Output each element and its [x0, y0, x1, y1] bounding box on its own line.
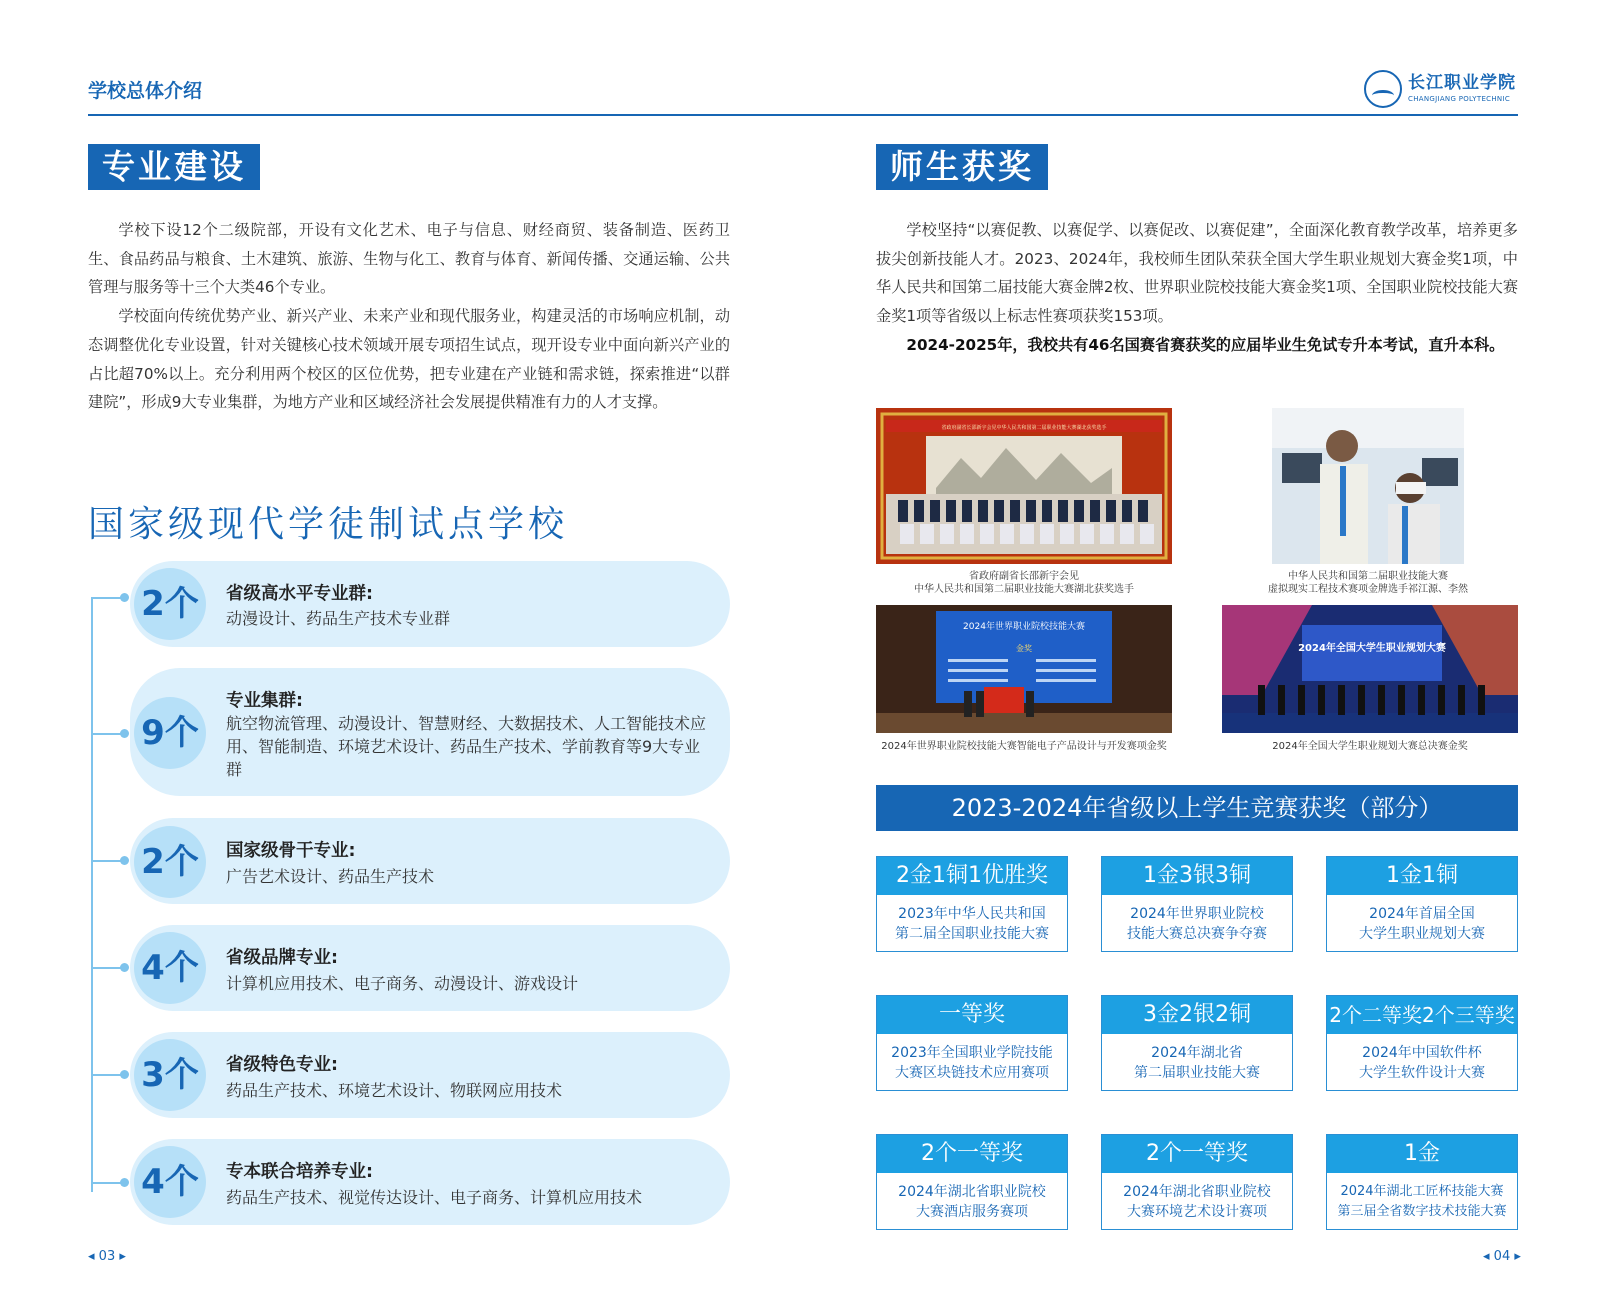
- award-event: 2024年世界职业院校 技能大赛总决赛争夺赛: [1127, 906, 1267, 942]
- group-photo: [876, 408, 1172, 564]
- award-card: [1101, 856, 1293, 952]
- screen-award: 金奖: [1016, 644, 1032, 653]
- specialty-head: 省级品牌专业:: [226, 948, 338, 968]
- apprenticeship-title: 国家级现代学徒制试点学校: [88, 504, 569, 545]
- specialty-body: 计算机应用技术、电子商务、动漫设计、游戏设计: [226, 974, 579, 993]
- screen-title: 2024年全国大学生职业规划大赛: [1298, 643, 1446, 654]
- award-card: [876, 1134, 1068, 1230]
- career-planning-photo: [1222, 605, 1518, 733]
- award-result: 1金3银3铜: [1102, 857, 1292, 895]
- tree-dot: [120, 729, 129, 738]
- count-badge: 2个: [134, 568, 206, 640]
- award-event: 2023年中华人民共和国 第二届全国职业技能大赛: [895, 906, 1049, 942]
- award-event: 2024年湖北省职业院校 大赛酒店服务赛项: [898, 1184, 1046, 1220]
- section-header-title: 学校总体介绍: [88, 80, 203, 102]
- tree-dot: [120, 1178, 129, 1187]
- award-result: 1金1铜: [1327, 857, 1517, 895]
- vr-photo: [1272, 408, 1464, 564]
- count-badge: 4个: [134, 1146, 206, 1218]
- photo-caption: 中华人民共和国第二届职业技能大赛 虚拟现实工程技术赛项金牌选手祁江源、李然: [1268, 571, 1468, 595]
- award-result: 2个一等奖: [1102, 1135, 1292, 1173]
- major-paragraph-2: 学校面向传统优势产业、新兴产业、未来产业和现代服务业，构建灵活的市场响应机制，动态调整优化专业设置，针对关键核心技术领域开展专项招生试点，现开设专业中面向新兴产业的占比超70%以上。充分利用两个校区的区位优势，把专业建在产业链和需求链，探索推进“以群建院”，形成9大专业集群，为地方产业和区域经济社会发展提供精准有力的人才支撑。: [88, 307, 730, 412]
- awards-paragraph-1: 学校坚持“以赛促教、以赛促学、以赛促改、以赛促建”，全面深化教育教学改革，培养更多拔尖创新技能人才。2023、2024年，我校师生团队荣获全国大学生职业规划大赛金奖1项，中华人民共和国第二届技能大赛金牌2枚、世界职业院校技能大赛金奖1项、全国职业院校技能大赛金奖1项等省级以上标志性赛项获奖153项。: [876, 221, 1519, 326]
- award-event: 2024年首届全国 大学生职业规划大赛: [1359, 906, 1485, 942]
- specialty-item: [130, 818, 730, 904]
- page-number-right: ◂ 04 ▸: [1483, 1249, 1521, 1264]
- specialty-item: [130, 1139, 730, 1225]
- award-result: 1金: [1327, 1135, 1517, 1173]
- awards-heading: 师生获奖: [876, 144, 1048, 190]
- specialty-item: [130, 1032, 730, 1118]
- screen-title: 2024年世界职业院校技能大赛: [963, 622, 1085, 632]
- photo-caption: 2024年全国大学生职业规划大赛总决赛金奖: [1272, 741, 1468, 752]
- awards-intro: [876, 216, 1518, 360]
- specialty-head: 专业集群:: [226, 691, 303, 711]
- photo-caption: 2024年世界职业院校技能大赛智能电子产品设计与开发赛项金奖: [881, 741, 1167, 752]
- count-badge: 2个: [134, 826, 206, 898]
- award-card: [876, 995, 1068, 1091]
- award-event: 2024年湖北省 第二届职业技能大赛: [1134, 1045, 1260, 1081]
- header-divider: [88, 114, 1518, 116]
- specialty-head: 省级特色专业:: [226, 1055, 338, 1075]
- specialty-body: 广告艺术设计、药品生产技术: [226, 867, 435, 886]
- award-card: [1101, 995, 1293, 1091]
- school-logo: [1364, 68, 1524, 110]
- specialty-body: 药品生产技术、环境艺术设计、物联网应用技术: [226, 1081, 563, 1100]
- count-badge: 3个: [134, 1039, 206, 1111]
- award-result: 2金1铜1优胜奖: [877, 857, 1067, 895]
- award-card: [1326, 1134, 1518, 1230]
- award-result: 2个二等奖2个三等奖: [1327, 996, 1517, 1034]
- logo-english-name: CHANGJIANG POLYTECHNIC: [1408, 95, 1511, 103]
- award-result: 2个一等奖: [877, 1135, 1067, 1173]
- page-number-left: ◂ 03 ▸: [88, 1249, 126, 1264]
- award-result: 3金2银2铜: [1102, 996, 1292, 1034]
- award-event: 2024年湖北省职业院校 大赛环境艺术设计赛项: [1123, 1184, 1271, 1220]
- photo-caption: 省政府副省长邵新宇会见 中华人民共和国第二届职业技能大赛湖北获奖选手: [914, 571, 1134, 595]
- tree-dot: [120, 1070, 129, 1079]
- tree-connector-line: [91, 598, 93, 1192]
- count-badge: 4个: [134, 932, 206, 1004]
- specialty-head: 专本联合培养专业:: [226, 1162, 373, 1182]
- count-badge: 9个: [134, 697, 206, 769]
- awards-paragraph-2: 2024-2025年，我校共有46名国赛省赛获奖的应届毕业生免试专升本考试，直升本科。: [906, 335, 1505, 354]
- award-card: [1326, 995, 1518, 1091]
- specialty-head: 省级高水平专业群:: [226, 584, 373, 604]
- major-intro: [88, 216, 730, 417]
- logo-chinese-name: 长江职业学院: [1408, 73, 1516, 93]
- award-card: [1101, 1134, 1293, 1230]
- competition-title: 2023-2024年省级以上学生竞赛获奖（部分）: [876, 785, 1518, 831]
- specialty-body: 航空物流管理、动漫设计、智慧财经、大数据技术、人工智能技术应用、智能制造、环境艺术设计、药品生产技术、学前教育等9大专业群: [226, 714, 707, 779]
- major-paragraph-1: 学校下设12个二级院部，开设有文化艺术、电子与信息、财经商贸、装备制造、医药卫生、食品药品与粮食、土木建筑、旅游、生物与化工、教育与体育、新闻传播、交通运输、公共管理与服务等十三个大类46个专业。: [88, 221, 730, 297]
- tree-dot: [120, 856, 129, 865]
- tree-dot: [120, 593, 129, 602]
- specialty-body: 动漫设计、药品生产技术专业群: [226, 609, 451, 628]
- award-result: 一等奖: [877, 996, 1067, 1034]
- specialty-head: 国家级骨干专业:: [226, 841, 356, 861]
- major-construction-heading: 专业建设: [88, 144, 260, 190]
- specialty-item: [130, 561, 730, 647]
- award-card: [1326, 856, 1518, 952]
- specialty-item: [130, 925, 730, 1011]
- tree-dot: [120, 963, 129, 972]
- award-event: 2024年中国软件杯 大学生软件设计大赛: [1359, 1045, 1485, 1081]
- award-event: 2023年全国职业学院技能 大赛区块链技术应用赛项: [891, 1045, 1053, 1081]
- photo-banner-text: 省政府副省长邵新宇会见中华人民共和国第二届职业技能大赛湖北获奖选手: [941, 425, 1107, 431]
- award-card: [876, 856, 1068, 952]
- world-skills-photo: [876, 605, 1172, 733]
- logo-emblem-icon: [1364, 70, 1402, 108]
- award-event: 2024年湖北工匠杯技能大赛 第三届全省数字技术技能大赛: [1337, 1184, 1507, 1219]
- specialty-body: 药品生产技术、视觉传达设计、电子商务、计算机应用技术: [226, 1188, 643, 1207]
